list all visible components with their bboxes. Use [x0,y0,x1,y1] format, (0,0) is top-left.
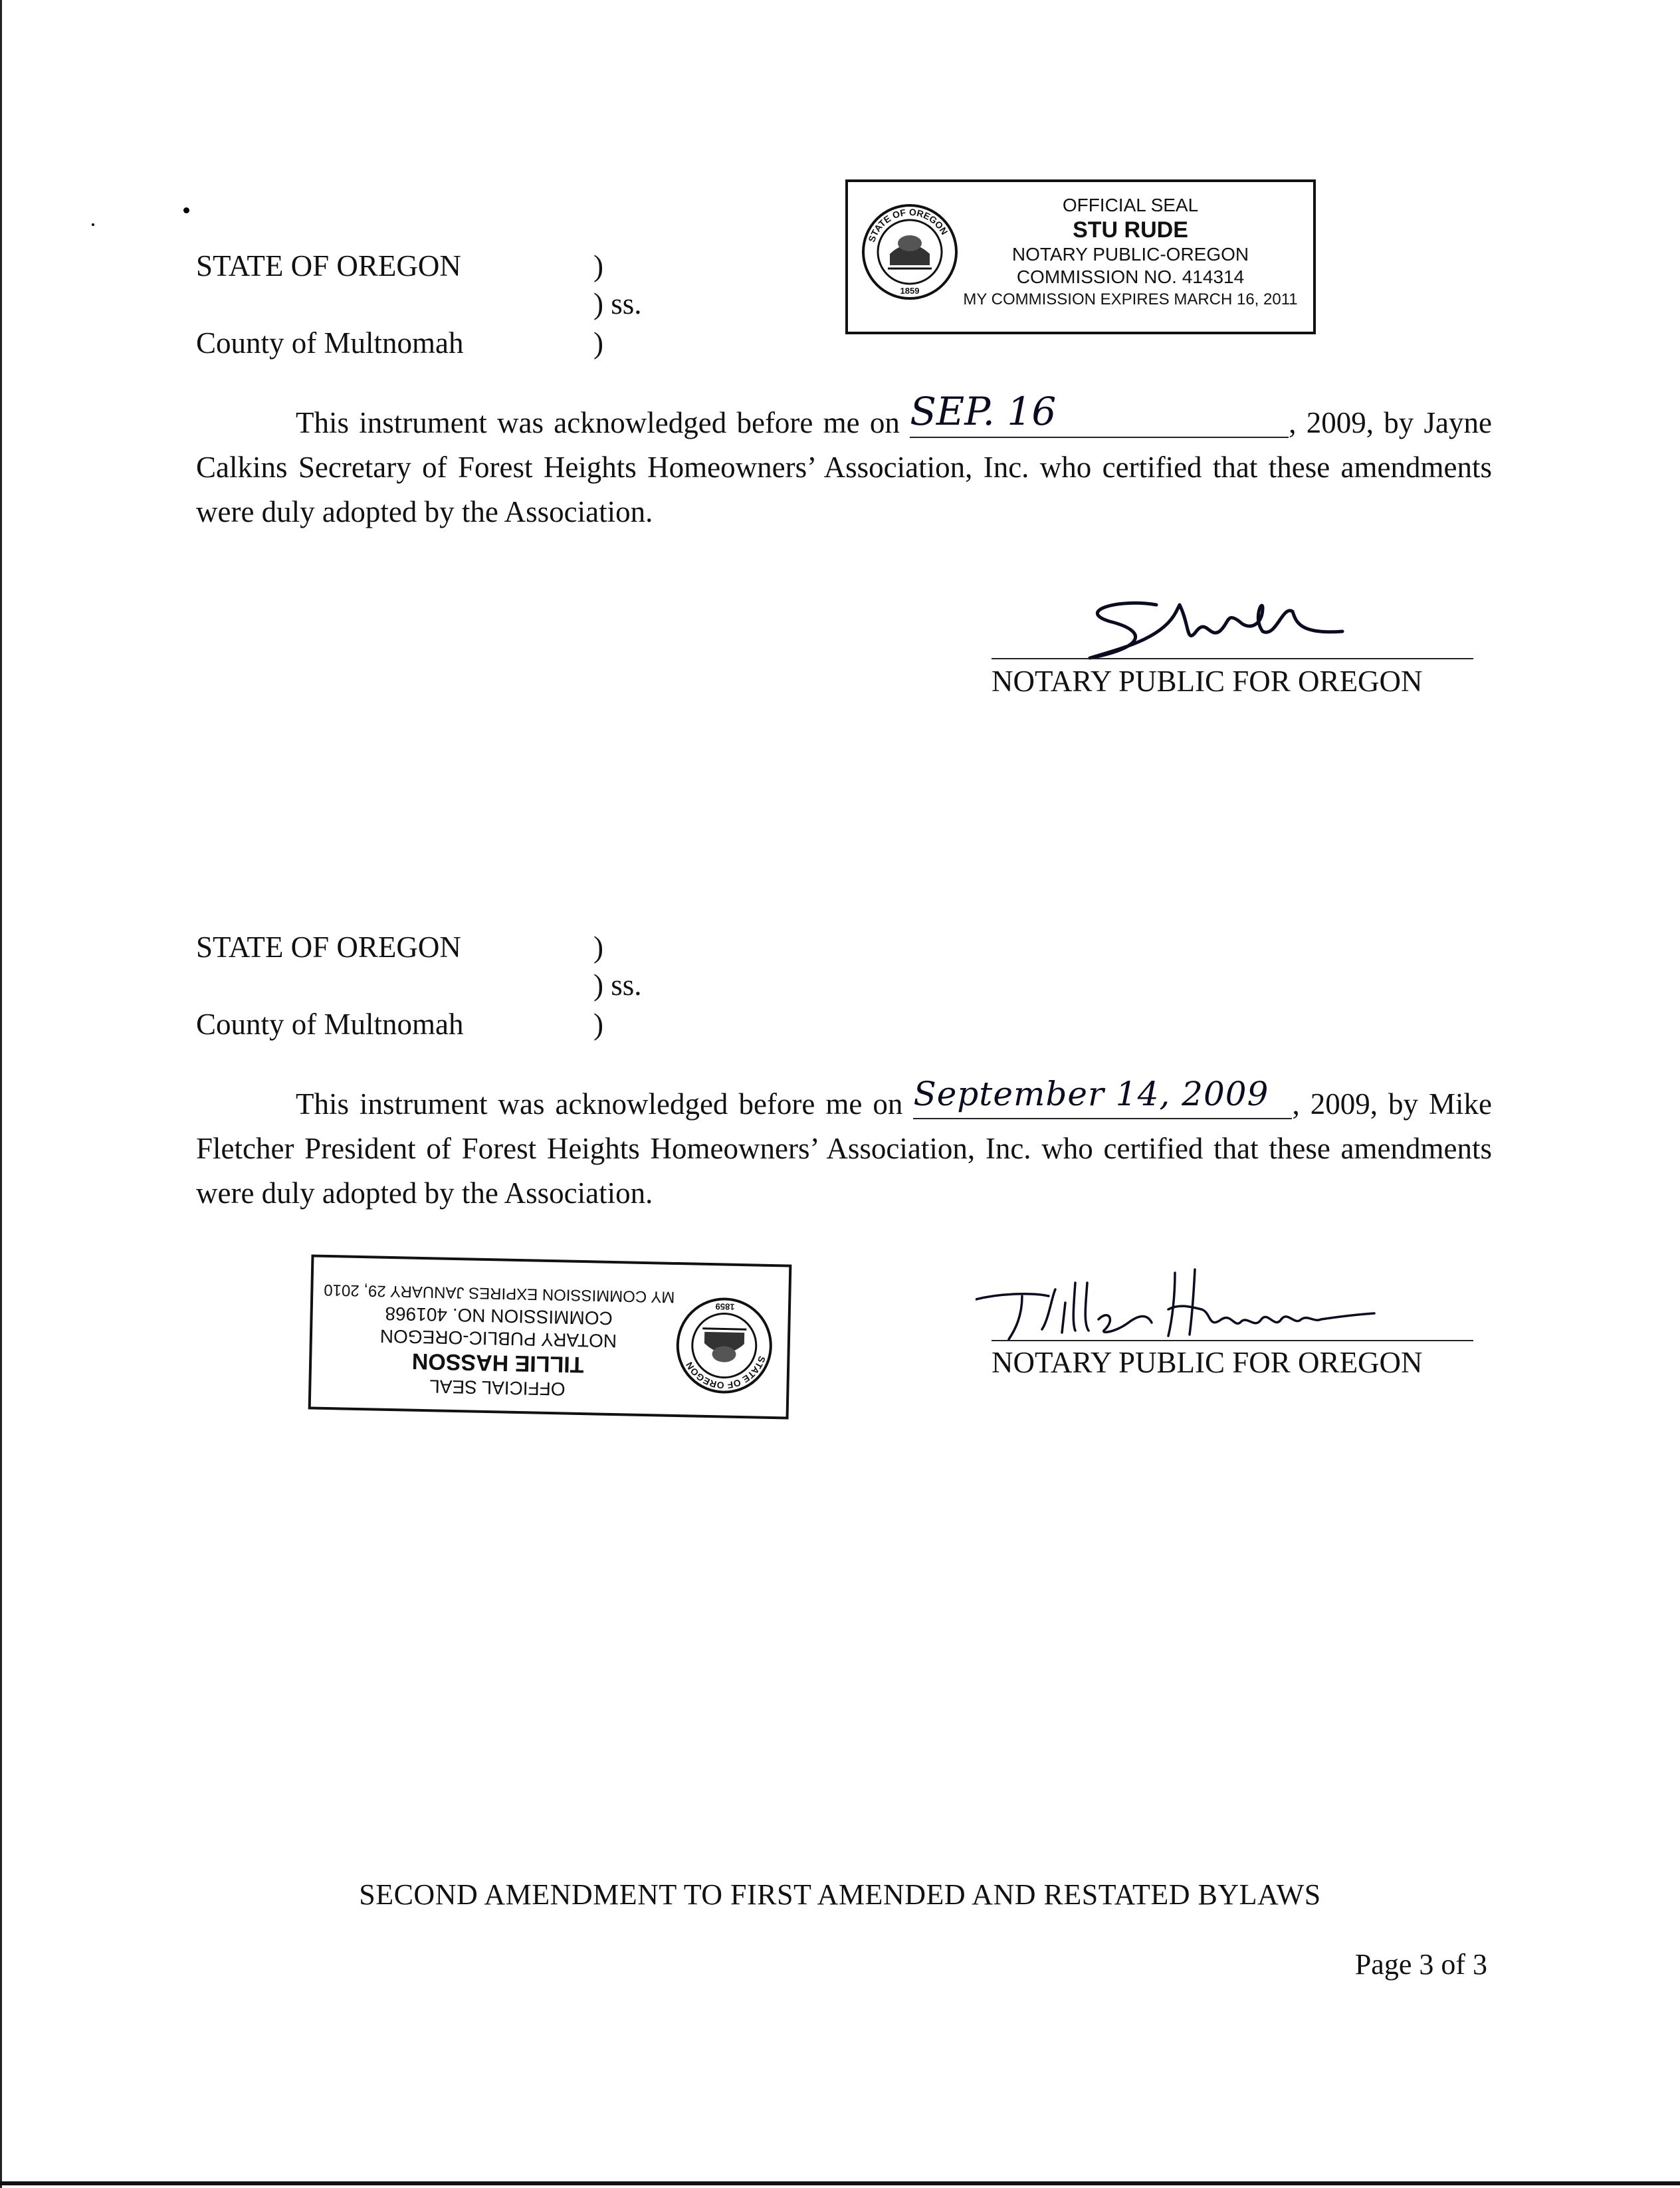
svg-text:STATE OF OREGON: STATE OF OREGON [683,1355,768,1391]
county-label: County of Multnomah [196,1008,464,1041]
oregon-state-seal-emblem [860,202,960,302]
county-label: County of Multnomah [196,326,464,360]
document-footer-title: SECOND AMENDMENT TO FIRST AMENDED AND RESTATED BYLAWS [359,1878,1321,1911]
official-seal [308,1254,792,1419]
seal-title: OFFICIAL SEAL [1062,195,1199,215]
page-edge [0,0,2,2188]
notary-signature [976,1256,1388,1349]
ack-date-field [910,389,1289,438]
seal-notary-title: NOTARY PUBLIC-OREGON [1011,244,1249,265]
seal-notary-name: STU RUDE [1073,217,1188,243]
state-label: STATE OF OREGON [196,930,461,964]
seal-commission-expiry: MY COMMISSION EXPIRES MARCH 16, 2011 [963,290,1298,308]
ack-suffix: , 2009, by [1289,406,1414,439]
state-label: STATE OF OREGON [196,249,461,282]
oregon-state-seal-emblem [673,1295,775,1396]
scan-speck [183,207,189,213]
ack-body: Mike Fletcher President of Forest Heights Homeowners’ Association, Inc. who certified that these amendments were duly adopted by the Association. [196,1087,1493,1210]
venue-paren: ) [593,1008,603,1041]
official-seal [845,179,1316,334]
ack-date-field [913,1075,1292,1119]
svg-text:STATE OF OREGON: STATE OF OREGON [866,206,950,244]
page-number: Page 3 of 3 [1354,1948,1487,1981]
scan-speck [92,223,94,226]
venue-paren: ) [593,249,603,282]
ack-suffix: , 2009, by [1292,1087,1418,1121]
handwritten-date: September 14, 2009 [913,1075,1269,1113]
venue-paren: ) [593,930,603,964]
seal-commission-number: COMMISSION NO. 401968 [385,1303,613,1329]
handwritten-date: SEP. 16 [910,389,1057,434]
acknowledgment-paragraph [196,389,1493,534]
ss-label: ) ss. [593,287,642,320]
seal-notary-title: NOTARY PUBLIC-OREGON [379,1325,617,1352]
page-edge [0,2181,1680,2185]
ack-prefix: This instrument was acknowledged before me on [296,1087,903,1121]
svg-text:1859: 1859 [900,286,920,296]
signature-line [992,658,1473,659]
seal-commission-number: COMMISSION NO. 414314 [1016,267,1245,287]
venue-paren: ) [593,326,603,360]
signature-caption: NOTARY PUBLIC FOR OREGON [992,665,1423,698]
acknowledgment-paragraph [196,1075,1493,1216]
ack-body: Jayne Calkins Secretary of Forest Heights Homeowners’ Association, Inc. who certified that these amendments were duly adopted by the Association. [196,406,1493,528]
signature-caption: NOTARY PUBLIC FOR OREGON [992,1346,1423,1379]
signature-line [992,1340,1473,1341]
svg-text:1859: 1859 [715,1301,735,1312]
seal-title: OFFICIAL SEAL [429,1376,566,1400]
ss-label: ) ss. [593,968,642,1002]
seal-notary-name: TILLIE HASSON [411,1348,584,1378]
seal-commission-expiry: MY COMMISSION EXPIRES JANUARY 29, 2010 [324,1280,675,1306]
ack-prefix: This instrument was acknowledged before me on [296,406,900,439]
